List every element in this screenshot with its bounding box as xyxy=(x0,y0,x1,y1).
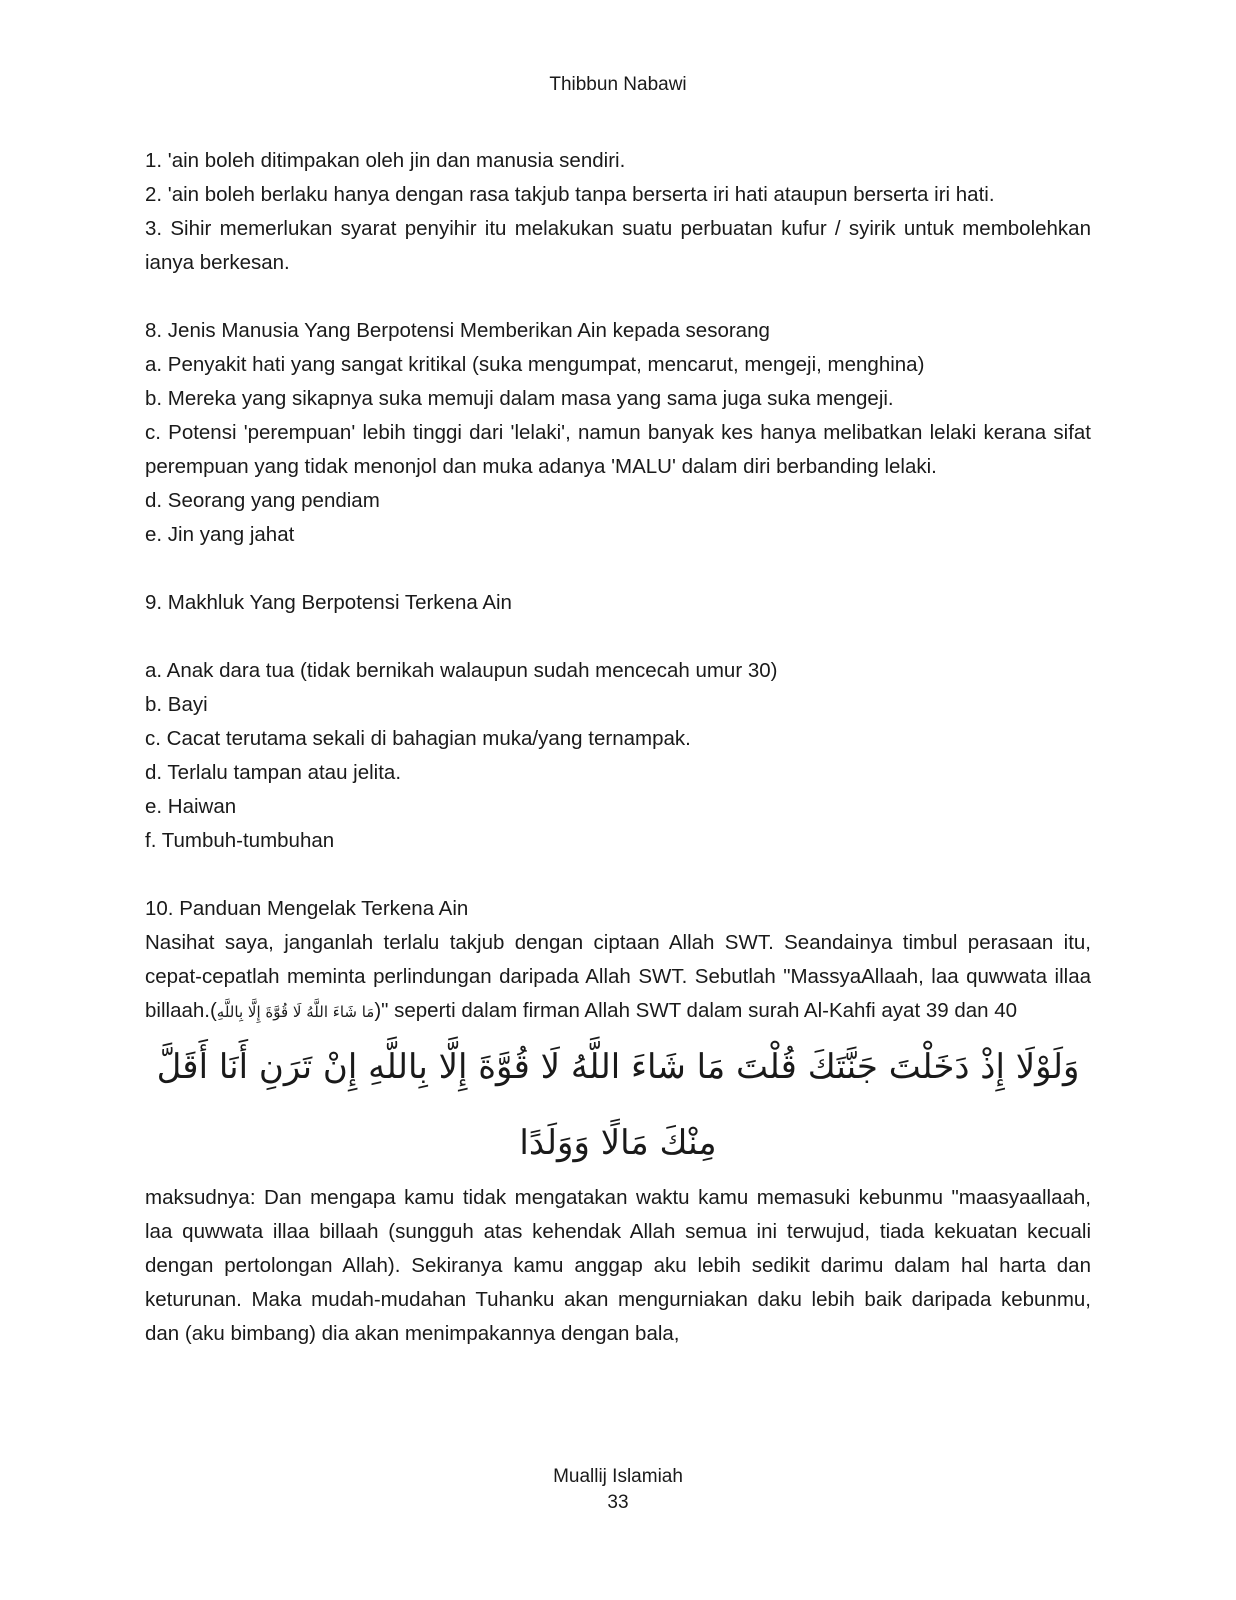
section-9-item-f: f. Tumbuh-tumbuhan xyxy=(145,829,335,852)
running-header: Thibbun Nabawi xyxy=(549,74,687,95)
page-footer xyxy=(0,1464,1236,1516)
arabic-inline-phrase: مَا شَاءَ اللَّهُ لَا قُوَّةَ إِلَّا بِاللَّهِ xyxy=(216,1003,375,1021)
section-8-item-c: c. Potensi 'perempuan' lebih tinggi dari 'lelaki', namun banyak kes hanya melibatkan lelaki kerana sifat perempuan yang tidak menonjol dan muka adanya 'MALU' dalam diri berbanding lelaki. xyxy=(145,421,1091,478)
section-9-item-e: e. Haiwan xyxy=(145,795,237,818)
section-9-item-c: c. Cacat terutama sekali di bahagian muka/yang ternampak. xyxy=(145,727,691,750)
section-9-item-a: a. Anak dara tua (tidak bernikah walaupun sudah mencecah umur 30) xyxy=(145,659,778,682)
section-9-item-b: b. Bayi xyxy=(145,693,208,716)
section-8-item-d: d. Seorang yang pendiam xyxy=(145,489,380,512)
intro-item-3: 3. Sihir memerlukan syarat penyihir itu melakukan suatu perbuatan kufur / syirik untuk membolehkan ianya berkesan. xyxy=(145,217,1091,274)
paragraph-text-after: )" seperti dalam firman Allah SWT dalam surah Al-Kahfi ayat 39 dan 40 xyxy=(374,999,1018,1022)
section-8-heading: 8. Jenis Manusia Yang Berpotensi Memberikan Ain kepada sesorang xyxy=(145,319,770,342)
footer-author: Muallij Islamiah xyxy=(553,1466,683,1487)
page-number: 33 xyxy=(607,1492,629,1513)
section-8-item-e: e. Jin yang jahat xyxy=(145,523,295,546)
page-body xyxy=(145,144,1091,1351)
section-9-heading: 9. Makhluk Yang Berpotensi Terkena Ain xyxy=(145,591,512,614)
section-10-paragraph xyxy=(145,926,1091,1029)
section-8-item-b: b. Mereka yang sikapnya suka memuji dalam masa yang sama juga suka mengeji. xyxy=(145,387,894,410)
intro-item-2: 2. 'ain boleh berlaku hanya dengan rasa takjub tanpa berserta iri hati ataupun berserta iri hati. xyxy=(145,183,995,206)
section-10-heading: 10. Panduan Mengelak Terkena Ain xyxy=(145,897,469,920)
paragraph-text-before: Nasihat saya, janganlah terlalu takjub dengan ciptaan Allah SWT. Seandainya timbul perasaan itu, cepat-cepatlah meminta perlindungan daripada Allah SWT. Sebutlah "MassyaAllaah, laa quwwata illaa billaah.( xyxy=(145,931,1091,1022)
section-8-item-a: a. Penyakit hati yang sangat kritikal (suka mengumpat, mencarut, mengeji, menghina) xyxy=(145,353,925,376)
intro-item-1: 1. 'ain boleh ditimpakan oleh jin dan manusia sendiri. xyxy=(145,149,626,172)
verse-meaning: maksudnya: Dan mengapa kamu tidak mengatakan waktu kamu memasuki kebunmu "maasyaallaah, laa quwwata illaa billaah (sungguh atas kehendak Allah semua ini terwujud, tiada kekuatan kecuali dengan pertolongan Allah). Sekiranya kamu anggap aku lebih sedikit darimu dalam hal harta dan keturunan. Maka mudah-mudahan Tuhanku akan mengurniakan daku lebih baik daripada kebunmu, dan (aku bimbang) dia akan menimpakannya dengan bala, xyxy=(145,1186,1091,1345)
quran-verse: وَلَوْلَا إِذْ دَخَلْتَ جَنَّتَكَ قُلْتَ مَا شَاءَ اللَّهُ لَا قُوَّةَ إِلَّا بِاللَّهِ إِنْ تَرَنِ أَنَا أَقَلَّ مِنْكَ مَالًا وَوَلَدًا xyxy=(156,1047,1080,1163)
section-9-item-d: d. Terlalu tampan atau jelita. xyxy=(145,761,402,784)
